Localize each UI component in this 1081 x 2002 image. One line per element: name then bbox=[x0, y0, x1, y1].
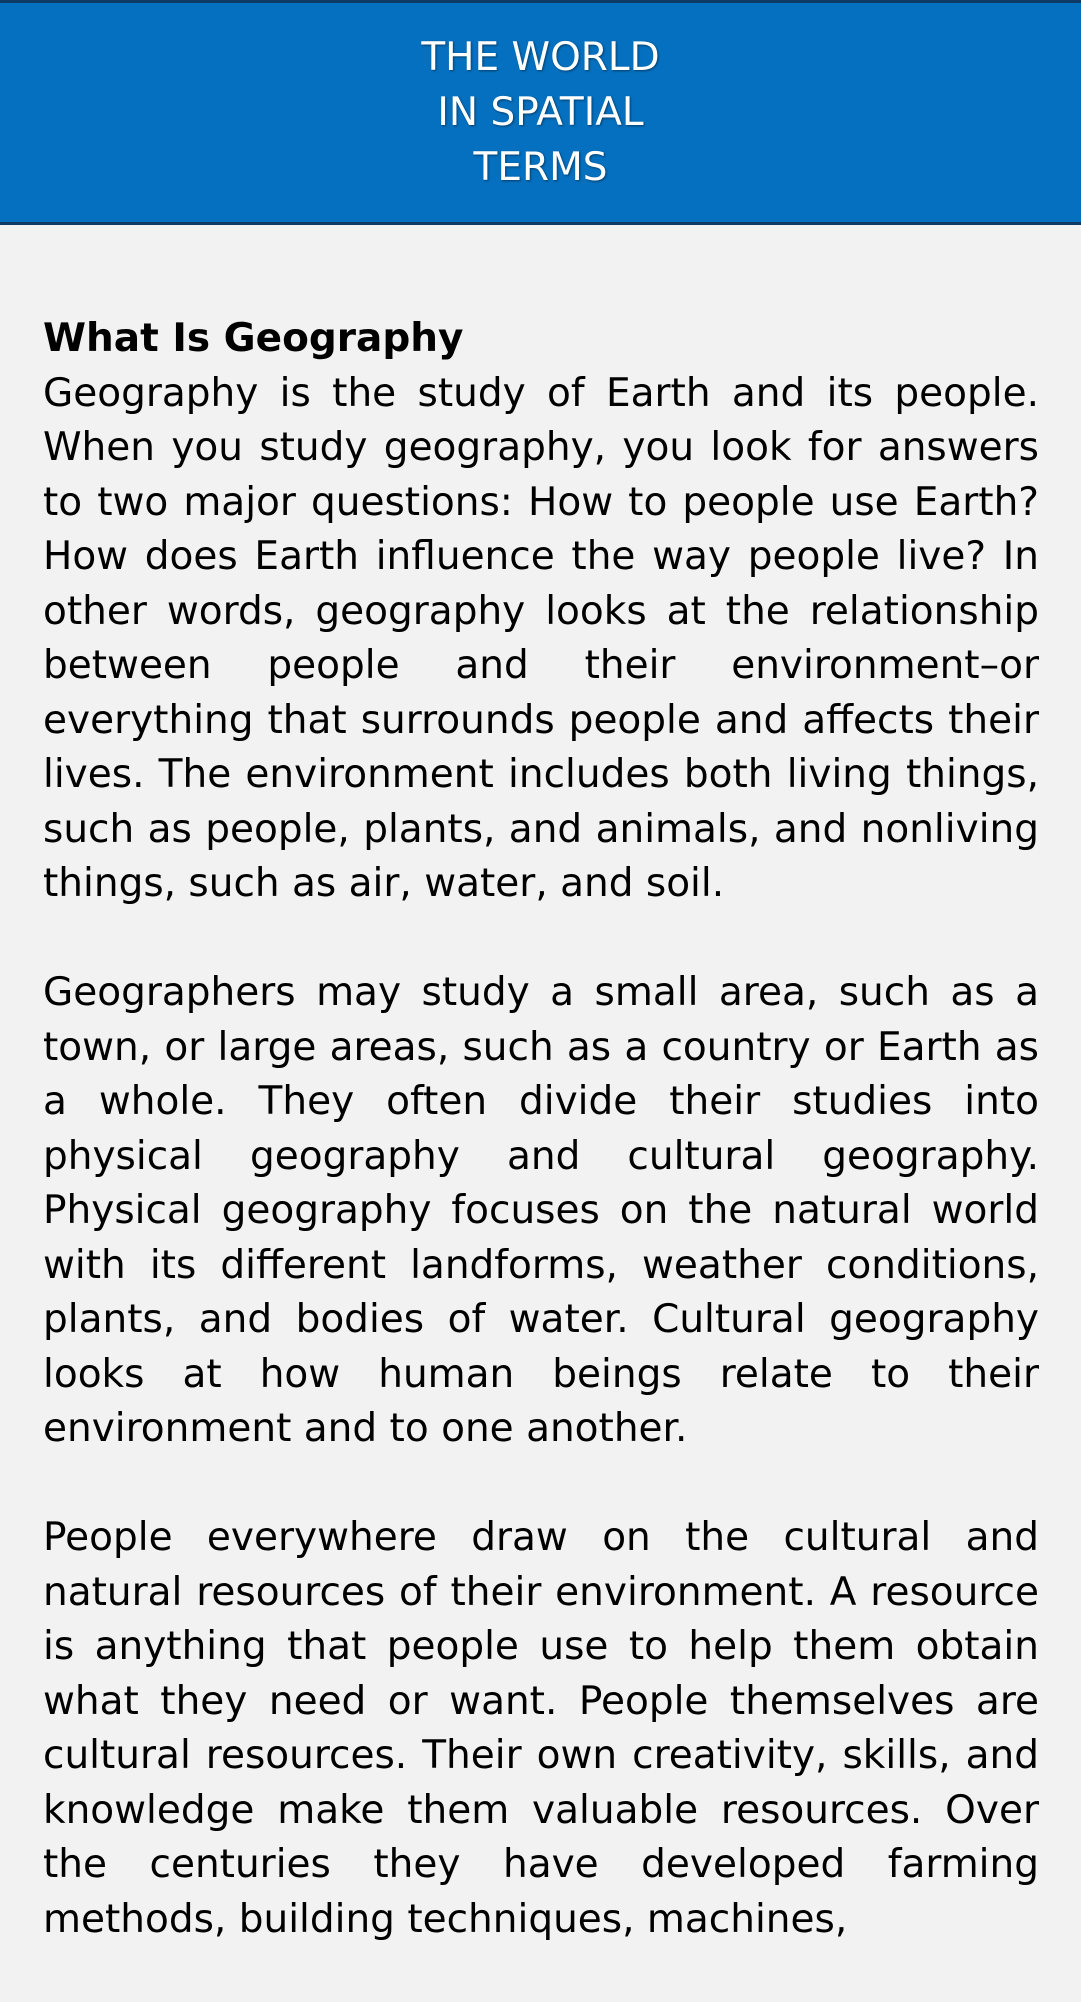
page-title bbox=[421, 30, 659, 195]
page-title-line-3: TERMS bbox=[473, 145, 608, 190]
page-title-line-2: IN SPATIAL bbox=[437, 90, 644, 135]
paragraph-1: Geography is the study of Earth and its people. When you study geography, you look for answers to two major questions: How to people use Earth? How does Earth influence the way people live? In other words, geography looks at the relationship between people and their environment–or everything that surrounds people and affects their lives. The environment includes both living things, such as people, plants, and animals, and nonliving things, such as air, water, and soil. bbox=[43, 370, 1039, 906]
paragraph-2: Geographers may study a small area, such as a town, or large areas, such as a country or Earth as a whole. They often divide their studies into physical geography and cultural geography. Physical geography focuses on the natural world with its different landforms, weather conditions, plants, and bodies of water. Cultural geography looks at how human beings relate to their environment and to one another. bbox=[43, 970, 1039, 1451]
section-heading: What Is Geography bbox=[43, 316, 464, 361]
page-title-line-1: THE WORLD bbox=[421, 35, 660, 80]
article-content bbox=[43, 312, 1039, 2002]
app-header bbox=[0, 0, 1081, 225]
paragraph-3: People everywhere draw on the cultural and natural resources of their environment. A resource is anything that people use to help them obtain what they need or want. People themselves are cultural resources. Their own creativity, skills, and knowledge make them valuable resources. Over the centuries they have developed farming methods, building techniques, machines, bbox=[43, 1515, 1039, 1942]
